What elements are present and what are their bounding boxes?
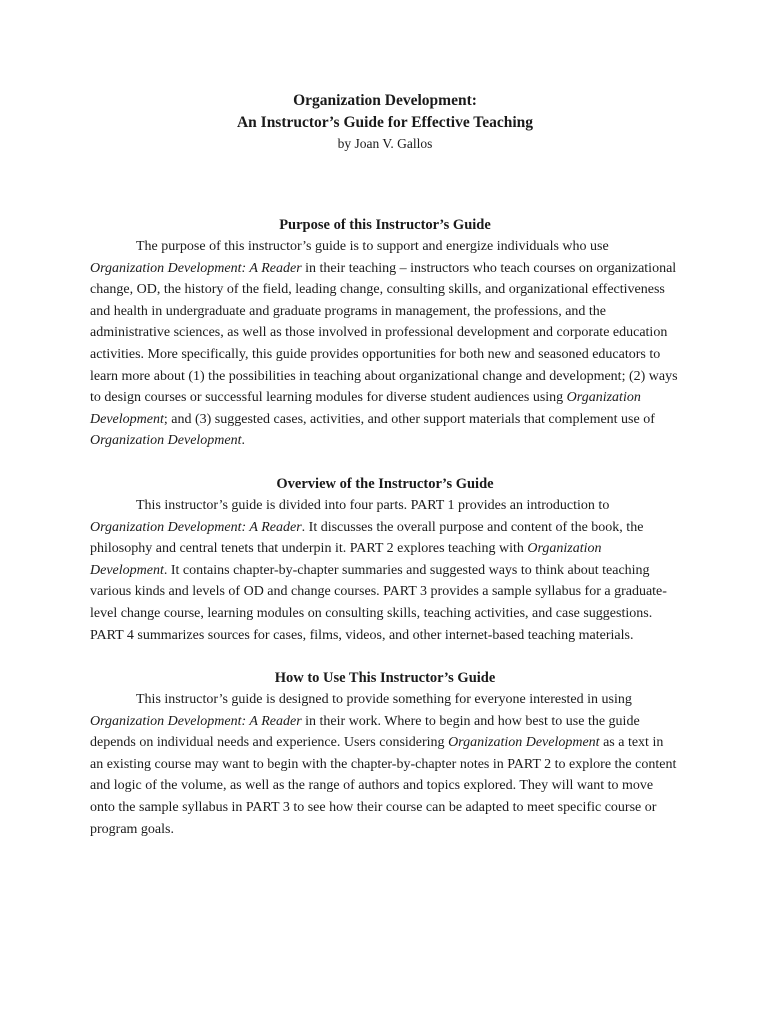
document-title-line-2: An Instructor’s Guide for Effective Teaching — [236, 114, 534, 131]
book-title-text: Organization Development: A Reader — [90, 260, 302, 276]
section-overview — [90, 473, 680, 646]
section-heading: How to Use This Instructor’s Guide — [274, 670, 496, 687]
paragraph-text: The purpose of this instructor’s guide is to support and energize individuals who use — [136, 239, 609, 254]
book-title-text: Organization Development: A Reader — [90, 713, 302, 729]
paragraph-text: . — [241, 433, 246, 449]
author-byline: by Joan V. Gallos — [337, 136, 433, 151]
paragraph-text: ; and (3) suggested cases, activities, and other support materials that complement use of — [163, 411, 655, 427]
paragraph-text: in their teaching – instructors who teach courses on organizational change, OD, the history of the field, leading change, consulting skills, and organizational effectiveness and health in undergraduate and graduate programs in management, the professions, and the administrative sciences, as well as those involved in professional development and corporate education activities. More specifically, this guide provides opportunities for both new and seasoned educators to learn more about (1) the possibilities in teaching about organizational change and development; (2) ways to design courses or successful learning modules for diverse student audiences using — [90, 260, 678, 406]
document-page — [90, 90, 680, 840]
section-paragraph — [90, 495, 680, 646]
paragraph-text: . It discusses the overall purpose and content of the book, the philosophy and central tenets that underpin it. PART 2 explores teaching with — [90, 519, 644, 557]
document-title-line-1: Organization Development: — [293, 92, 477, 109]
section-paragraph — [90, 689, 680, 840]
paragraph-text: This instructor’s guide is divided into four parts. PART 1 provides an introduction to — [136, 497, 610, 513]
book-title-text: Organization Development: A Reader — [90, 519, 302, 535]
paragraph-text: as a text in an existing course may want to begin with the chapter-by-chapter notes in PART 2 to explore the content and logic of the volume, as well as the range of authors and topics explored. They will want to move onto the sample syllabus in PART 3 to see how their course can be adapted to meet specific course or program goals. — [90, 735, 677, 837]
title-block — [90, 90, 680, 154]
book-title-text: Organization Development — [90, 390, 641, 427]
paragraph-text: This instructor’s guide is designed to provide something for everyone interested in using — [136, 692, 632, 708]
paragraph-text: in their work. Where to begin and how best to use the guide depends on individual needs and experience. Users considering — [90, 713, 640, 751]
section-purpose — [90, 214, 680, 452]
section-paragraph — [90, 236, 680, 452]
book-title-text: Organization Development — [448, 735, 600, 751]
book-title-text: Organization Development — [90, 433, 242, 449]
section-heading: Overview of the Instructor’s Guide — [276, 475, 494, 492]
book-title-text: Organization Development — [90, 541, 602, 578]
section-how-to-use — [90, 667, 680, 840]
paragraph-text: . It contains chapter-by-chapter summaries and suggested ways to think about teaching various kinds and levels of OD and change courses. PART 3 provides a sample syllabus for a graduate-level change course, learning modules on consulting skills, teaching activities, and case suggestions. PART 4 summarizes sources for cases, films, videos, and other internet-based teaching materials. — [90, 562, 667, 643]
section-heading: Purpose of this Instructor’s Guide — [279, 217, 491, 233]
